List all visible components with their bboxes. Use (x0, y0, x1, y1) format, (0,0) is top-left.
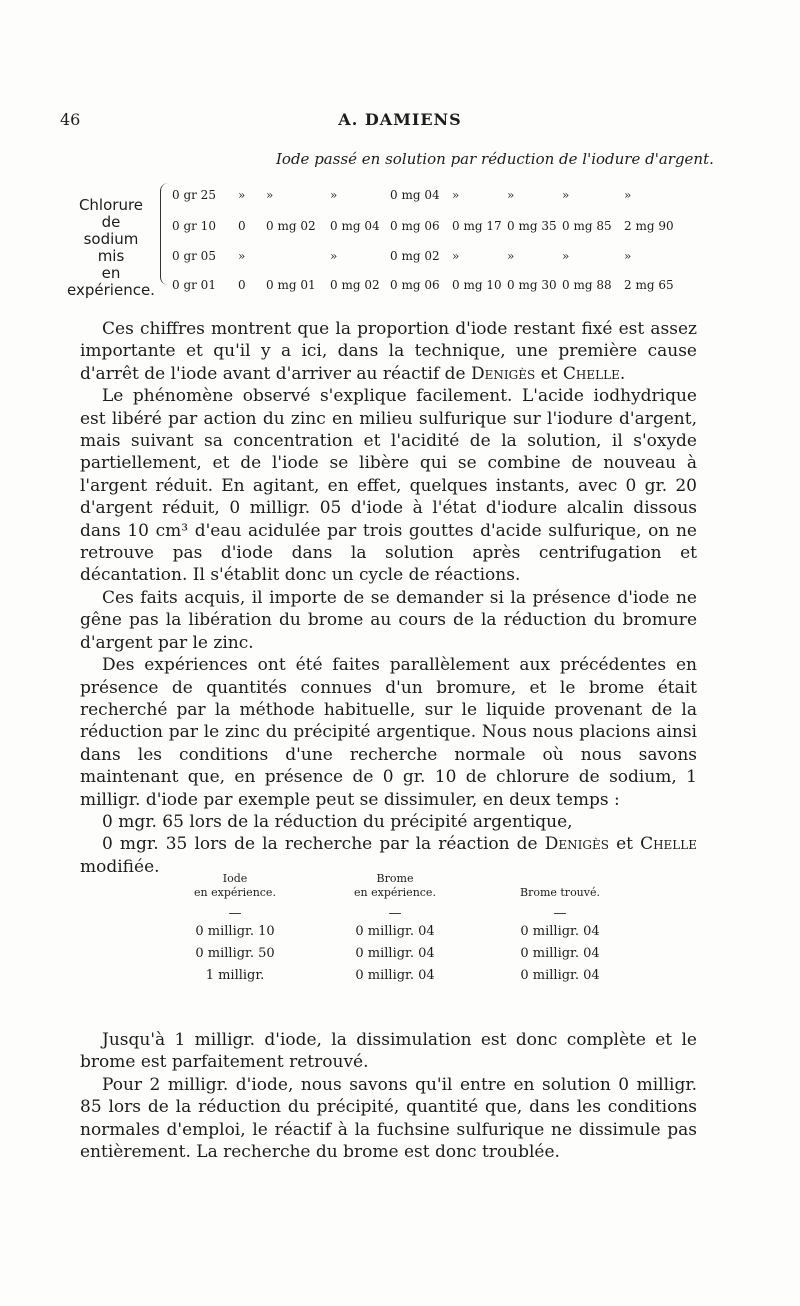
table-cell: 0 mg 35 (507, 219, 557, 233)
table-cell: 0 mg 02 (266, 219, 316, 233)
body-text-continued (80, 1029, 697, 1163)
table-cell: 0 milligr. 10 (195, 924, 275, 939)
table-cell: » (507, 249, 515, 263)
table-cell: 0 milligr. 50 (195, 946, 275, 961)
paragraph: Le phénomène observé s'explique facilement. L'acide iodhydrique est libéré par action du zinc en milieu sulfurique sur l'iodure d'argent, mais suivant sa concentration et l'acidité de la solution, il s'oxyde partiellement, et de l'iode se libère qui se combine de nouveau à l'argent réduit. En agitant, en effet, quelques instants, avec 0 gr. 20 d'argent réduit, 0 milligr. 05 d'iode à l'état d'iodure alcalin dissous dans 10 cm³ d'eau acidulée par trois gouttes d'acide sulfurique, on ne retrouve pas d'iode dans la solution après centrifugation et décantation. Il s'établit donc un cycle de réactions. (80, 386, 697, 586)
table2-col-brome-trouve: Brome trouvé. — 0 milligr. 04 0 milligr. 04 0 milligr. 04 (480, 872, 640, 987)
paragraph: Pour 2 milligr. d'iode, nous savons qu'il entre en solution 0 milligr. 85 lors de la réduction du précipité, quantité que, dans les conditions normales d'emploi, le réactif à la fuchsine sulfurique ne dissimule pas entièrement. La recherche du brome est donc troublée. (80, 1074, 697, 1163)
table-cell: 1 milligr. (205, 968, 265, 983)
table-cell: 0 milligr. 04 (355, 968, 435, 983)
table-cell: 0 mg 06 (390, 219, 440, 233)
table-cell: 0 mg 10 (452, 278, 502, 292)
page-number: 46 (60, 110, 81, 129)
table-cell: 0 milligr. 04 (355, 946, 435, 961)
table-cell: » (624, 188, 632, 202)
table-cell: 0 mg 17 (452, 219, 502, 233)
table-cell: 0 milligr. 04 (520, 946, 600, 961)
table-cell: 0 mg 85 (562, 219, 612, 233)
table-cell: 2 mg 90 (624, 219, 674, 233)
running-header-author: A. DAMIENS (338, 110, 462, 129)
table-cell: 0 (238, 219, 246, 233)
table-caption: Iode passé en solution par réduction de l'iodure d'argent. (276, 150, 714, 168)
table-cell: » (452, 249, 460, 263)
table-cell: » (238, 249, 246, 263)
brace-icon (160, 183, 169, 285)
table-cell: 0 mg 88 (562, 278, 612, 292)
table-cell: » (562, 188, 570, 202)
table-cell: » (624, 249, 632, 263)
table-cell: 0 mg 02 (330, 278, 380, 292)
table-cell: » (330, 188, 338, 202)
paragraph: 0 mgr. 35 lors de la recherche par la réaction de Denigès et Chelle modifiée. (80, 834, 698, 877)
table-cell: 0 mg 30 (507, 278, 557, 292)
table-cell: 0 mg 02 (390, 249, 440, 263)
table-cell: 0 gr 10 (172, 219, 216, 233)
table-cell: » (238, 188, 246, 202)
table-cell: 0 mg 04 (390, 188, 440, 202)
table-cell: 2 mg 65 (624, 278, 674, 292)
table2-col-brome: Brome en expérience. — 0 milligr. 04 0 milligr. 04 0 milligr. 04 (320, 872, 470, 987)
table-cell: » (507, 188, 515, 202)
table-cell: 0 mg 01 (266, 278, 316, 292)
paragraph: Ces faits acquis, il importe de se demander si la présence d'iode ne gêne pas la libération du brome au cours de la réduction du bromure d'argent par le zinc. (80, 587, 697, 653)
table-cell: » (562, 249, 570, 263)
table-cell: 0 gr 25 (172, 188, 216, 202)
table-cell: 0 gr 05 (172, 249, 216, 263)
paragraph: Ces chiffres montrent que la proportion d'iode restant fixé est assez importante et qu'il y a ici, dans la technique, une première cause d'arrêt de l'iode avant d'arriver au réactif de Denigès et Chelle. (80, 319, 697, 384)
table-cell: 0 (238, 278, 246, 292)
paragraph: 0 mgr. 65 lors de la réduction du précipité argentique, (102, 811, 573, 832)
paragraph: Jusqu'à 1 milligr. d'iode, la dissimulation est donc complète et le brome est parfaitement retrouvé. (80, 1030, 697, 1073)
table-cell: 0 milligr. 04 (520, 968, 600, 983)
table-cell: 0 milligr. 04 (355, 924, 435, 939)
table1-row-label: Chlorure de sodium mis en expérience. (67, 196, 155, 299)
body-text (80, 318, 697, 878)
table-cell: 0 milligr. 04 (520, 924, 600, 939)
table-cell: » (452, 188, 460, 202)
table-cell: 0 gr 01 (172, 278, 216, 292)
table-cell: 0 mg 06 (390, 278, 440, 292)
table-cell: » (266, 188, 274, 202)
table-cell: 0 mg 04 (330, 219, 380, 233)
table2-col-iode: Iode en expérience. — 0 milligr. 10 0 milligr. 50 1 milligr. (160, 872, 310, 987)
table-cell: » (330, 249, 338, 263)
paragraph: Des expériences ont été faites parallèlement aux précédentes en présence de quantités connues d'un bromure, et le brome était recherché par la méthode habituelle, sur le liquide provenant de la réduction par le zinc du précipité argentique. Nous nous placions ainsi dans les conditions d'une recherche normale où nous savons maintenant que, en présence de 0 gr. 10 de chlorure de sodium, 1 milligr. d'iode par exemple peut se dissimuler, en deux temps : (80, 655, 697, 810)
